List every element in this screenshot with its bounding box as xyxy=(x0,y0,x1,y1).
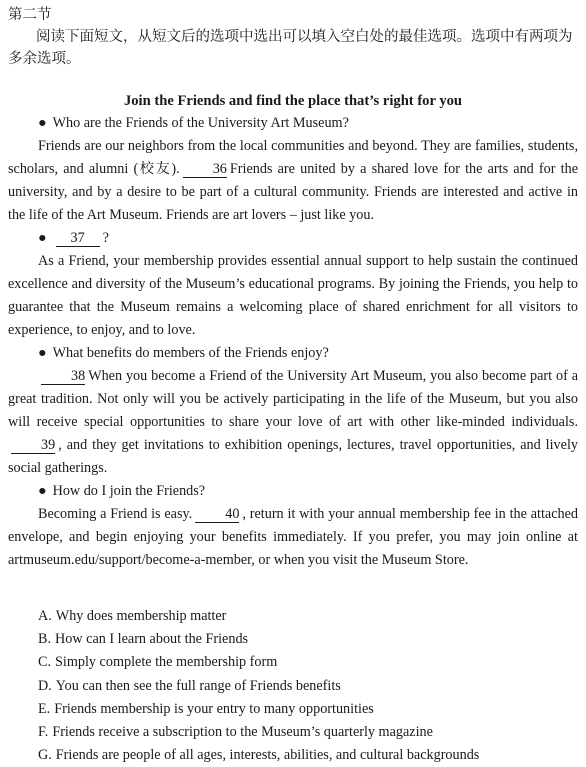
subheading-2: ● 37 ? xyxy=(38,230,109,246)
section-label: 第二节 xyxy=(8,7,52,23)
paragraph-4: Becoming a Friend is easy. 40 , return it with your annual membership fee in the attached envelope, and begin enjoying your benefits immediately. If you prefer, you may join online at artmuseum.edu/support/become-a-member, or when you visit the Museum Store. xyxy=(8,506,578,568)
bullet-icon: ● xyxy=(38,345,47,361)
subheading-text: What benefits do members of the Friends enjoy? xyxy=(52,345,329,361)
blank-39[interactable]: 39 xyxy=(11,438,55,454)
bullet-icon: ● xyxy=(38,483,47,499)
answer-options xyxy=(8,605,578,767)
bullet-icon: ● xyxy=(38,230,47,246)
paragraph-1: Friends are our neighbors from the local communities and beyond. They are families, students, scholars, and alumni (校友). 36 Friends are united by a shared love for the arts and for the university, and by a desire to be part of a cultural community. Friends are interested and active in the life of the Art Museum. Friends are art lovers – just like you. xyxy=(8,138,578,223)
subheading-4 xyxy=(8,480,578,503)
option-f[interactable]: F. Friends receive a subscription to the Museum’s quarterly magazine xyxy=(38,724,433,741)
option-c[interactable]: C. Simply complete the membership form xyxy=(38,654,278,671)
option-a[interactable]: A. Why does membership matter xyxy=(38,608,227,624)
instructions xyxy=(8,26,578,70)
bullet-icon: ● xyxy=(38,115,47,131)
passage-title: Join the Friends and find the place that’s right for you xyxy=(123,93,463,109)
subheading-text: Who are the Friends of the University Art Museum? xyxy=(52,115,349,131)
subheading-text: How do I join the Friends? xyxy=(52,483,206,499)
subheading-1 xyxy=(8,112,578,135)
paragraph-2: As a Friend, your membership provides essential annual support to help sustain the continued excellence and diversity of the Museum’s educational programs. By joining the Friends, you help to guarantee that the Museum remains a welcoming place of shared enrichment for all visitors to experience, to enjoy, and to love. xyxy=(8,253,578,338)
blank-37[interactable]: 37 xyxy=(56,231,100,247)
paragraph-3: 38 When you become a Friend of the University Art Museum, you also become part of a great tradition. Not only will you be actively participating in the life of the Museum, but you also will receive special opportunities to share your love of art with other like-minded individuals.39 , and they get invitations to exhibition openings, lectures, travel opportunities, and lively social gatherings. xyxy=(8,368,578,476)
subheading-3 xyxy=(8,342,578,365)
option-b[interactable]: B. How can I learn about the Friends xyxy=(38,631,249,648)
blank-38[interactable]: 38 xyxy=(41,369,85,385)
option-e[interactable]: E. Friends membership is your entry to many opportunities xyxy=(38,700,374,717)
blank-40[interactable]: 40 xyxy=(195,507,239,523)
option-d[interactable]: D. You can then see the full range of Friends benefits xyxy=(38,677,341,694)
instructions-text: 阅读下面短文，从短文后的选项中选出可以填入空白处的最佳选项。选项中有两项为多余选项。 xyxy=(8,29,573,67)
option-g[interactable]: G. Friends are people of all ages, interests, abilities, and cultural backgrounds xyxy=(38,747,480,764)
blank-36[interactable]: 36 xyxy=(183,162,227,178)
